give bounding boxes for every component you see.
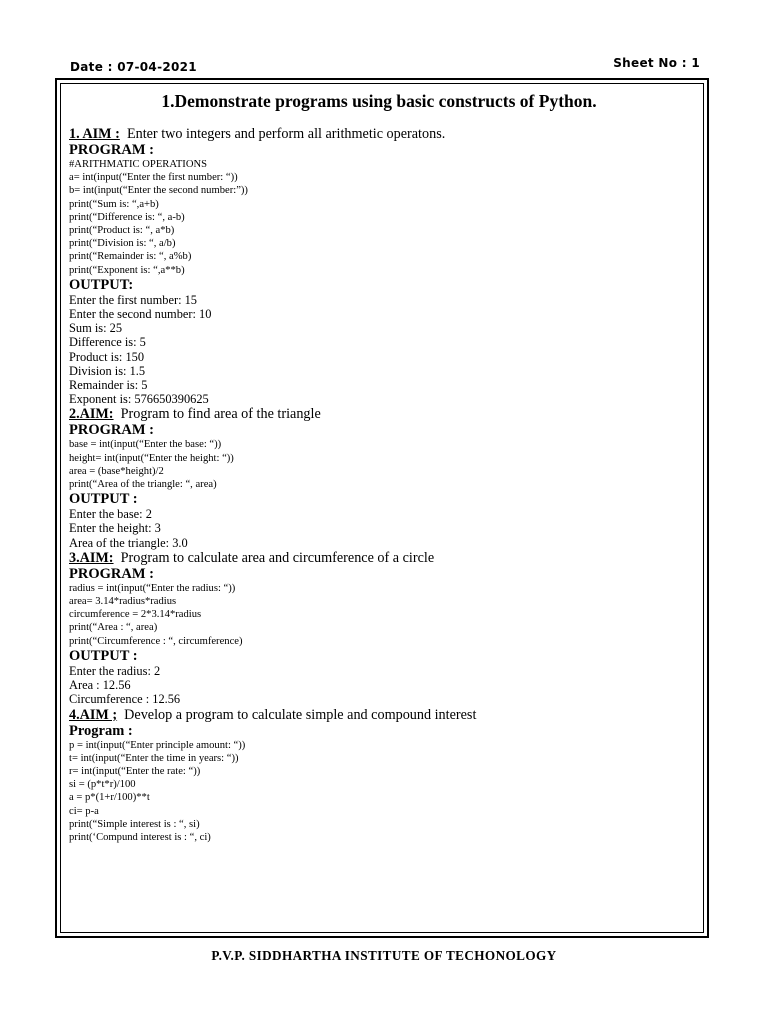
- code-line: p = int(input(“Enter principle amount: “)): [69, 739, 246, 751]
- code-line: circumference = 2*3.14*radius: [69, 609, 202, 621]
- aim-text: Develop a program to calculate simple and compound interest: [124, 706, 477, 723]
- output-line: Enter the second number: 10: [69, 307, 212, 322]
- code-line: radius = int(input(“Enter the radius: “)): [69, 582, 236, 594]
- code-line: a = p*(1+r/100)**t: [69, 792, 150, 804]
- code-line: a= int(input(“Enter the first number: “)): [69, 172, 238, 184]
- output-heading: OUTPUT :: [69, 647, 138, 664]
- output-heading: OUTPUT :: [69, 491, 138, 508]
- aim-label: 2.AIM:: [69, 406, 114, 423]
- section-1: [69, 126, 689, 406]
- code-line: print(“Simple interest is : “, si): [69, 818, 200, 830]
- code-line: print(“Area of the triangle: “, area): [69, 479, 217, 491]
- aim-label: 4.AIM ;: [69, 706, 118, 723]
- aim-text: Program to calculate area and circumference of a circle: [120, 549, 435, 566]
- code-line: print(“Circumference : “, circumference): [69, 635, 243, 647]
- program-heading: Program :: [69, 722, 133, 739]
- output-line: Remainder is: 5: [69, 378, 148, 393]
- code-line: area= 3.14*radius*radius: [69, 596, 177, 608]
- output-line: Enter the radius: 2: [69, 663, 161, 678]
- aim-line: [69, 550, 689, 566]
- code-line: print(“Sum is: “,a+b): [69, 198, 159, 210]
- aim-line: [69, 126, 689, 142]
- section-2: [69, 406, 689, 549]
- output-line: Area of the triangle: 3.0: [69, 535, 188, 550]
- program-heading: PROGRAM :: [69, 565, 154, 582]
- code-line: r= int(input(“Enter the rate: “)): [69, 765, 201, 777]
- code-line: print(“Area : “, area): [69, 622, 158, 634]
- aim-text: Program to find area of the triangle: [120, 406, 321, 423]
- program-heading: PROGRAM :: [69, 142, 154, 158]
- output-line: Enter the height: 3: [69, 521, 161, 536]
- aim-line: [69, 406, 689, 422]
- aim-text: Enter two integers and perform all arithmetic operatons.: [126, 126, 446, 142]
- code-line: si = (p*t*r)/100: [69, 779, 136, 791]
- output-line: Exponent is: 576650390625: [69, 392, 209, 407]
- code-line: area = (base*height)/2: [69, 465, 164, 477]
- page-content: [69, 90, 689, 844]
- date-label: Date : 07-04-2021: [70, 60, 197, 74]
- code-line: print(“Remainder is: “, a%b): [69, 251, 192, 263]
- code-line: b= int(input(“Enter the second number:”)): [69, 185, 248, 197]
- output-line: Enter the first number: 15: [69, 292, 198, 307]
- aim-label: 1. AIM :: [69, 126, 120, 142]
- output-line: Difference is: 5: [69, 335, 146, 350]
- code-line: base = int(input(“Enter the base: “)): [69, 439, 222, 451]
- output-line: Enter the base: 2: [69, 507, 152, 522]
- page-title: 1.Demonstrate programs using basic constructs of Python.: [161, 91, 597, 111]
- code-line: print(‘Compund interest is : “, ci): [69, 831, 211, 843]
- output-heading: OUTPUT:: [69, 276, 134, 293]
- aim-line: [69, 707, 689, 723]
- code-line: ci= p-a: [69, 805, 99, 817]
- institute-footer: P.V.P. SIDDHARTHA INSTITUTE OF TECHONOLOGY: [211, 948, 557, 963]
- output-line: Circumference : 12.56: [69, 692, 181, 707]
- output-line: Product is: 150: [69, 349, 145, 364]
- program-heading: PROGRAM :: [69, 422, 154, 439]
- code-line: print(“Division is: “, a/b): [69, 238, 176, 250]
- code-line: height= int(input(“Enter the height: “)): [69, 452, 234, 464]
- code-line: print(“Exponent is: “,a**b): [69, 264, 185, 276]
- code-line: print(“Difference is: “, a-b): [69, 211, 185, 223]
- sheet-number: Sheet No : 1: [613, 56, 700, 70]
- aim-label: 3.AIM:: [69, 549, 114, 566]
- output-line: Area : 12.56: [69, 678, 131, 693]
- section-3: [69, 550, 689, 707]
- code-line: t= int(input(“Enter the time in years: “)): [69, 752, 239, 764]
- code-line: print(“Product is: “, a*b): [69, 225, 175, 237]
- output-line: Sum is: 25: [69, 321, 123, 336]
- section-4: [69, 707, 689, 845]
- sections: [69, 126, 689, 844]
- output-line: Division is: 1.5: [69, 363, 146, 378]
- code-line: #ARITHMATIC OPERATIONS: [69, 159, 208, 170]
